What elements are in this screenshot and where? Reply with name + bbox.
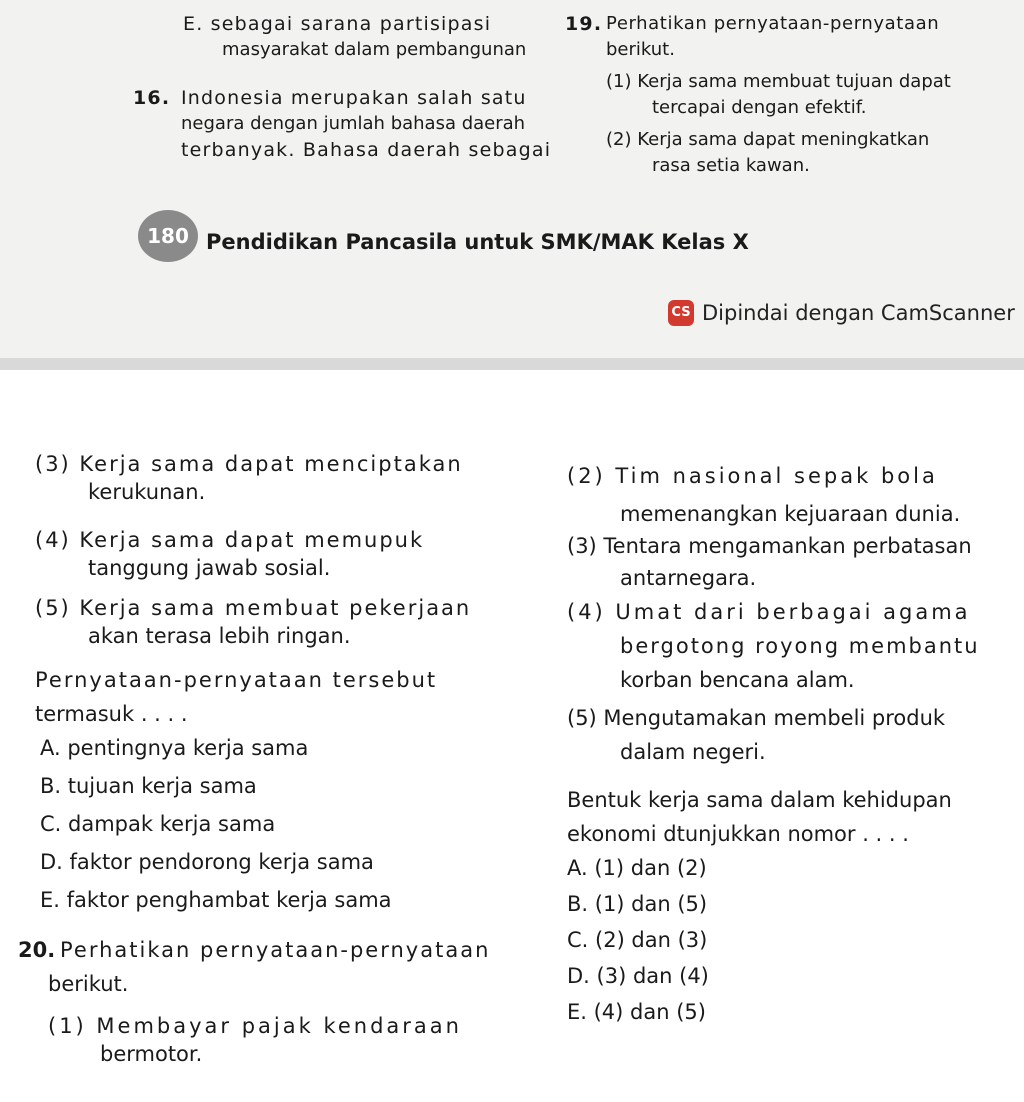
q16-number: 16. <box>133 87 171 109</box>
q20-stem-line1: Bentuk kerja sama dalam kehidupan <box>567 788 952 812</box>
page-number-badge: 180 <box>138 210 198 262</box>
q19-item2-line2: rasa setia kawan. <box>652 155 810 176</box>
q19-item4-line1: (4) Kerja sama dapat memupuk <box>35 528 425 552</box>
q19-line2: berikut. <box>606 39 675 60</box>
scanned-page-top <box>0 0 1024 358</box>
q20-item4-line1: (4) Umat dari berbagai agama <box>567 600 971 624</box>
camscanner-watermark <box>668 300 1015 326</box>
q19-option-e: E. faktor penghambat kerja sama <box>40 888 392 912</box>
q20-item4-line2: bergotong royong membantu <box>620 634 980 658</box>
q19-item5-line1: (5) Kerja sama membuat pekerjaan <box>35 596 472 620</box>
q19-line1: Perhatikan pernyataan-pernyataan <box>606 13 940 34</box>
q20-item1-line1: (1) Membayar pajak kendaraan <box>48 1014 462 1038</box>
q20-option-d: D. (3) dan (4) <box>567 964 709 988</box>
q19-item2-line1: (2) Kerja sama dapat meningkatkan <box>606 129 930 150</box>
q19-item5-line2: akan terasa lebih ringan. <box>88 624 351 648</box>
q19-item1-line1: (1) Kerja sama membuat tujuan dapat <box>606 71 951 92</box>
q20-item3-line1: (3) Tentara mengamankan perbatasan <box>567 534 972 558</box>
q19-item4-line2: tanggung jawab sosial. <box>88 556 331 580</box>
q15-option-e-line2: masyarakat dalam pembangunan <box>222 39 527 60</box>
q20-item2-line1: (2) Tim nasional sepak bola <box>567 464 938 488</box>
q16-line3: terbanyak. Bahasa daerah sebagai <box>181 139 552 161</box>
q19-option-b: B. tujuan kerja sama <box>40 774 257 798</box>
q15-option-e-line1: E. sebagai sarana partisipasi <box>183 13 492 35</box>
q20-option-b: B. (1) dan (5) <box>567 892 708 916</box>
q20-item1-line2: bermotor. <box>100 1042 203 1066</box>
camscanner-text: Dipindai dengan CamScanner <box>702 301 1015 325</box>
q19-stem-line2: termasuk . . . . <box>35 702 188 726</box>
q20-option-e: E. (4) dan (5) <box>567 1000 706 1024</box>
q20-item2-line2: memenangkan kejuaraan dunia. <box>620 502 961 526</box>
q19-option-d: D. faktor pendorong kerja sama <box>40 850 374 874</box>
q19-item3-line2: kerukunan. <box>88 480 206 504</box>
q20-item4-line3: korban bencana alam. <box>620 668 855 692</box>
q20-option-c: C. (2) dan (3) <box>567 928 708 952</box>
q20-line1: Perhatikan pernyataan-pernyataan <box>60 938 491 962</box>
q20-item5-line1: (5) Mengutamakan membeli produk <box>567 706 946 730</box>
q19-stem-line1: Pernyataan-pernyataan tersebut <box>35 668 438 692</box>
q19-option-a: A. pentingnya kerja sama <box>40 736 309 760</box>
q20-option-a: A. (1) dan (2) <box>567 856 707 880</box>
q16-line1: Indonesia merupakan salah satu <box>181 87 527 109</box>
camscanner-icon: CS <box>668 300 694 326</box>
q20-line2: berikut. <box>48 972 129 996</box>
scanned-page-bottom <box>0 370 1024 1102</box>
page-divider <box>0 358 1024 370</box>
q20-stem-line2: ekonomi dtunjukkan nomor . . . . <box>567 822 909 846</box>
q20-item5-line2: dalam negeri. <box>620 740 766 764</box>
q20-number: 20. <box>18 938 56 962</box>
q19-option-c: C. dampak kerja sama <box>40 812 276 836</box>
q19-number: 19. <box>565 13 603 35</box>
book-title: Pendidikan Pancasila untuk SMK/MAK Kelas X <box>206 230 749 254</box>
q19-item3-line1: (3) Kerja sama dapat menciptakan <box>35 452 463 476</box>
q19-item1-line2: tercapai dengan efektif. <box>652 97 867 118</box>
q20-item3-line2: antarnegara. <box>620 566 757 590</box>
q16-line2: negara dengan jumlah bahasa daerah <box>181 113 526 134</box>
